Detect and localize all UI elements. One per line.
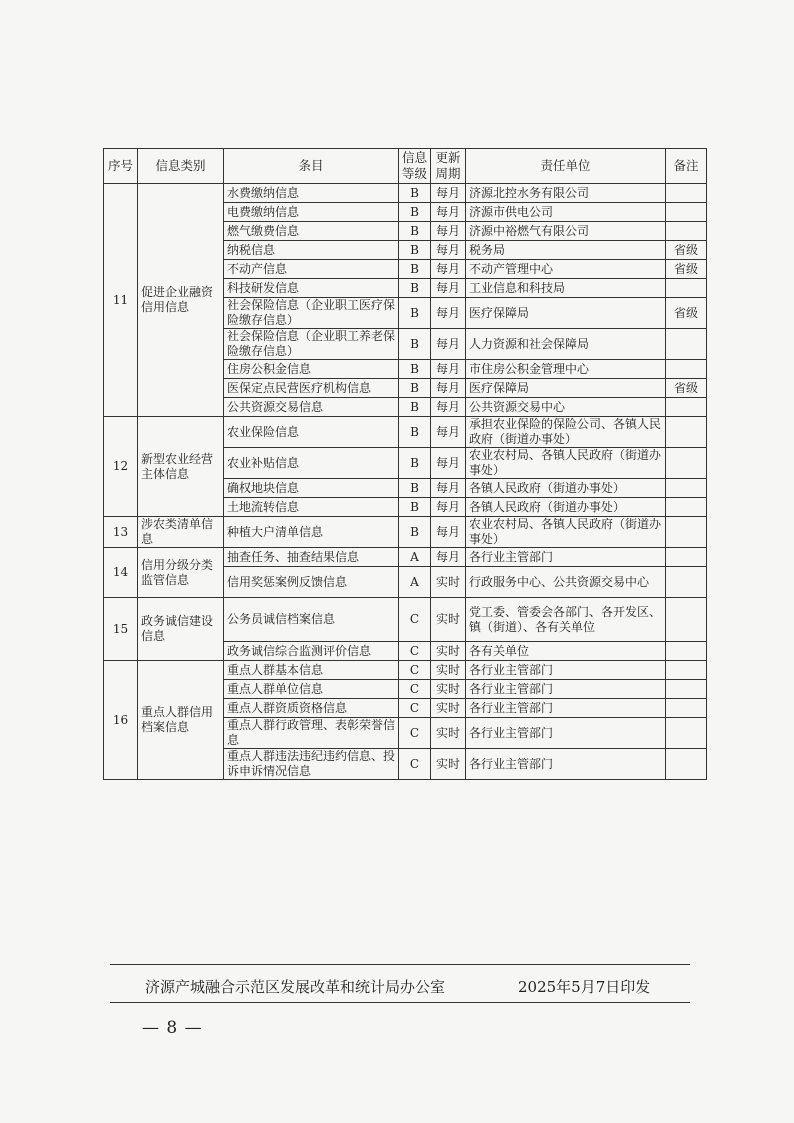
item-cell: 种植大户清单信息 [224,517,399,548]
item-cell: 重点人群行政管理、表彰荣誉信息 [224,718,399,749]
table-row [104,661,707,680]
note-cell [666,279,707,298]
item-cell: 电费缴纳信息 [224,203,399,222]
cycle-cell: 每月 [431,417,466,448]
item-cell: 公共资源交易信息 [224,398,399,417]
level-cell: C [399,699,431,718]
level-cell: B [399,398,431,417]
level-cell: B [399,329,431,360]
note-cell [666,718,707,749]
group-category: 重点人群信用档案信息 [138,661,224,780]
item-cell: 公务员诚信档案信息 [224,598,399,642]
level-cell: C [399,680,431,699]
note-cell: 省级 [666,241,707,260]
item-cell: 燃气缴费信息 [224,222,399,241]
note-cell [666,567,707,598]
group-seq: 15 [104,598,138,661]
level-cell: B [399,184,431,203]
unit-cell: 医疗保障局 [466,298,666,329]
item-cell: 社会保险信息（企业职工养老保险缴存信息） [224,329,399,360]
level-cell: B [399,260,431,279]
level-cell: B [399,498,431,517]
note-cell [666,203,707,222]
level-cell: C [399,642,431,661]
note-cell [666,749,707,780]
header-cycle: 更新周期 [431,149,466,184]
unit-cell: 工业信息和科技局 [466,279,666,298]
item-cell: 住房公积金信息 [224,360,399,379]
unit-cell: 医疗保障局 [466,379,666,398]
note-cell [666,448,707,479]
cycle-cell: 实时 [431,567,466,598]
unit-cell: 各镇人民政府（街道办事处） [466,479,666,498]
cycle-cell: 每月 [431,448,466,479]
item-cell: 政务诚信综合监测评价信息 [224,642,399,661]
cycle-cell: 每月 [431,517,466,548]
cycle-cell: 每月 [431,498,466,517]
cycle-cell: 每月 [431,479,466,498]
level-cell: B [399,417,431,448]
table-row [104,548,707,567]
unit-cell: 各行业主管部门 [466,680,666,699]
group-seq: 12 [104,417,138,517]
level-cell: B [399,298,431,329]
note-cell [666,548,707,567]
unit-cell: 济源市供电公司 [466,203,666,222]
item-cell: 科技研发信息 [224,279,399,298]
cycle-cell: 实时 [431,699,466,718]
unit-cell: 各有关单位 [466,642,666,661]
cycle-cell: 实时 [431,598,466,642]
table-header-row [104,149,707,184]
table-row [104,517,707,548]
note-cell [666,479,707,498]
note-cell [666,222,707,241]
note-cell: 省级 [666,260,707,279]
unit-cell: 农业农村局、各镇人民政府（街道办事处） [466,517,666,548]
unit-cell: 党工委、管委会各部门、各开发区、镇（街道）、各有关单位 [466,598,666,642]
note-cell [666,417,707,448]
unit-cell: 农业农村局、各镇人民政府（街道办事处） [466,448,666,479]
item-cell: 重点人群资质资格信息 [224,699,399,718]
item-cell: 医保定点民营医疗机构信息 [224,379,399,398]
level-cell: B [399,222,431,241]
cycle-cell: 每月 [431,222,466,241]
level-cell: C [399,661,431,680]
cycle-cell: 每月 [431,279,466,298]
cycle-cell: 每月 [431,548,466,567]
cycle-cell: 实时 [431,749,466,780]
info-table [103,148,707,780]
note-cell [666,517,707,548]
group-seq: 14 [104,548,138,598]
unit-cell: 济源北控水务有限公司 [466,184,666,203]
level-cell: B [399,241,431,260]
note-cell [666,329,707,360]
unit-cell: 各行业主管部门 [466,661,666,680]
cycle-cell: 每月 [431,379,466,398]
note-cell [666,598,707,642]
level-cell: B [399,448,431,479]
unit-cell: 人力资源和社会保障局 [466,329,666,360]
unit-cell: 行政服务中心、公共资源交易中心 [466,567,666,598]
unit-cell: 各行业主管部门 [466,749,666,780]
level-cell: C [399,749,431,780]
unit-cell: 公共资源交易中心 [466,398,666,417]
group-category: 新型农业经营主体信息 [138,417,224,517]
item-cell: 重点人群违法违纪违约信息、投诉申诉情况信息 [224,749,399,780]
level-cell: A [399,548,431,567]
item-cell: 重点人群基本信息 [224,661,399,680]
item-cell: 土地流转信息 [224,498,399,517]
item-cell: 农业补贴信息 [224,448,399,479]
note-cell [666,699,707,718]
group-seq: 11 [104,184,138,417]
cycle-cell: 每月 [431,329,466,360]
cycle-cell: 每月 [431,360,466,379]
level-cell: C [399,598,431,642]
note-cell: 省级 [666,298,707,329]
level-cell: C [399,718,431,749]
item-cell: 抽查任务、抽查结果信息 [224,548,399,567]
unit-cell: 各行业主管部门 [466,699,666,718]
note-cell [666,680,707,699]
group-category: 政务诚信建设信息 [138,598,224,661]
unit-cell: 不动产管理中心 [466,260,666,279]
item-cell: 社会保险信息（企业职工医疗保险缴存信息） [224,298,399,329]
level-cell: B [399,360,431,379]
note-cell [666,661,707,680]
cycle-cell: 实时 [431,642,466,661]
item-cell: 水费缴纳信息 [224,184,399,203]
item-cell: 确权地块信息 [224,479,399,498]
header-category: 信息类别 [138,149,224,184]
group-category: 促进企业融资信用信息 [138,184,224,417]
note-cell [666,360,707,379]
level-cell: B [399,479,431,498]
note-cell [666,184,707,203]
unit-cell: 承担农业保险的保险公司、各镇人民政府（街道办事处） [466,417,666,448]
level-cell: B [399,203,431,222]
item-cell: 重点人群单位信息 [224,680,399,699]
unit-cell: 各镇人民政府（街道办事处） [466,498,666,517]
cycle-cell: 实时 [431,718,466,749]
note-cell [666,398,707,417]
note-cell [666,498,707,517]
header-note: 备注 [666,149,707,184]
level-cell: A [399,567,431,598]
cycle-cell: 每月 [431,260,466,279]
group-seq: 16 [104,661,138,780]
cycle-cell: 每月 [431,203,466,222]
item-cell: 纳税信息 [224,241,399,260]
group-seq: 13 [104,517,138,548]
note-cell [666,642,707,661]
footer-top-rule [110,964,690,965]
level-cell: B [399,379,431,398]
unit-cell: 税务局 [466,241,666,260]
level-cell: B [399,517,431,548]
note-cell: 省级 [666,379,707,398]
group-category: 涉农类清单信息 [138,517,224,548]
header-seq: 序号 [104,149,138,184]
issue-date: 2025年5月7日印发 [518,978,651,996]
issuing-office: 济源产城融合示范区发展改革和统计局办公室 [145,978,446,996]
cycle-cell: 每月 [431,398,466,417]
header-item: 条目 [224,149,399,184]
cycle-cell: 实时 [431,661,466,680]
group-category: 信用分级分类监管信息 [138,548,224,598]
unit-cell: 市住房公积金管理中心 [466,360,666,379]
cycle-cell: 每月 [431,241,466,260]
header-unit: 责任单位 [466,149,666,184]
cycle-cell: 每月 [431,298,466,329]
unit-cell: 各行业主管部门 [466,548,666,567]
page-number: — 8 — [142,1018,203,1038]
level-cell: B [399,279,431,298]
table-row [104,184,707,203]
cycle-cell: 实时 [431,680,466,699]
unit-cell: 济源中裕燃气有限公司 [466,222,666,241]
table-row [104,598,707,642]
item-cell: 不动产信息 [224,260,399,279]
cycle-cell: 每月 [431,184,466,203]
header-level: 信息等级 [399,149,431,184]
item-cell: 信用奖惩案例反馈信息 [224,567,399,598]
footer-bottom-rule [110,1002,690,1003]
item-cell: 农业保险信息 [224,417,399,448]
table-row [104,417,707,448]
unit-cell: 各行业主管部门 [466,718,666,749]
